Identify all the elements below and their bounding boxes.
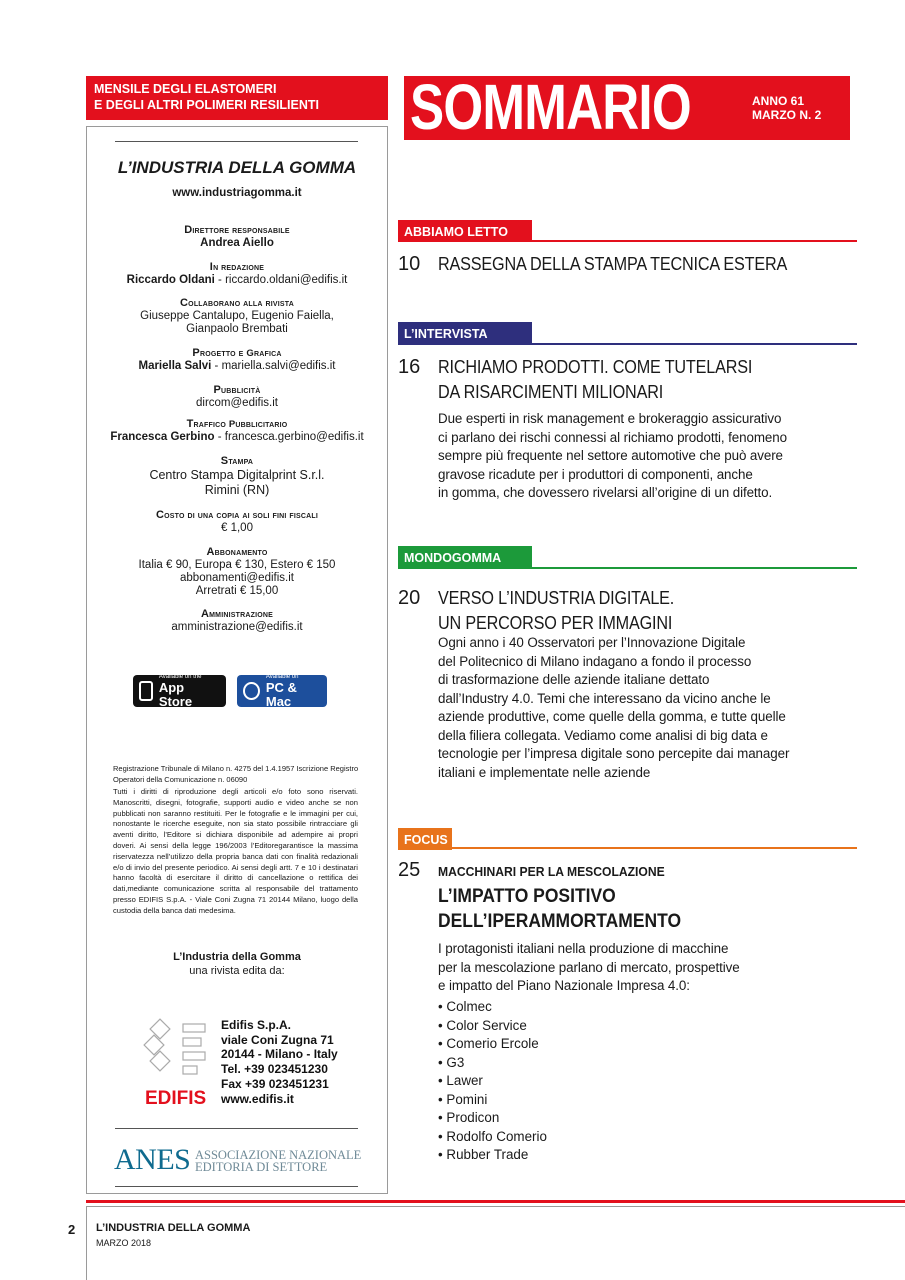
footer-date: MARZO 2018 [96,1238,152,1248]
footer-grey-rule [86,1206,905,1207]
edifis-address-line: Tel. +39 023451230 [221,1062,328,1077]
credit-label: Costo di una copia ai soli fini fiscali [155,509,319,521]
credit-person: Riccardo Oldani [126,274,215,286]
article-summary-line: dall’Industry 4.0. Temi che interessano da vicino anche le [438,690,771,706]
focus-heading-line: L’IMPATTO POSITIVO [438,886,616,907]
article-summary-line: di trasformazione delle aziende italiane dettato [438,672,710,687]
credit-line [86,274,388,287]
article-summary-line: italiani e implementate nelle aziende [438,764,651,780]
company-list [438,998,547,1165]
credit-label: Pubblicità [213,384,261,396]
credit-line: dircom@edifis.it [196,397,278,409]
credit-line: Italia € 90, Europa € 130, Estero € 150 [138,559,336,571]
article-summary-line: gravose ricadute per i produttori di componenti, anche [438,466,753,482]
credit-label: In redazione [209,261,265,273]
section-rule [398,567,857,569]
credit-block [86,455,388,498]
tagline-line-1: MENSILE DEGLI ELASTOMERI [94,82,277,96]
section-label: FOCUS [398,828,452,850]
company-list-item: • Colmec [438,998,547,1017]
article-page-number: 16 [398,356,421,378]
tagline-line-2: E DEGLI ALTRI POLIMERI RESILIENTI [94,98,320,112]
credit-line: Arretrati € 15,00 [195,585,279,597]
edifis-address-line: Fax +39 023451231 [221,1076,329,1091]
section-label: ABBIAMO LETTO [398,220,532,242]
article-heading[interactable]: VERSO L’INDUSTRIA DIGITALE. [438,588,675,608]
focus-kicker: MACCHINARI PER LA MESCOLAZIONE [438,864,665,879]
pc-mac-small-text: Available on [265,673,299,680]
anes-logo: ANES [114,1143,191,1176]
issue-info [752,94,821,122]
credit-label: Stampa [220,455,254,467]
article-summary-line: del Politecnico di Milano indagano a fondo il processo [438,653,752,669]
credit-label: Progetto e Grafica [192,347,282,359]
masthead-url[interactable]: www.industriagomma.it [172,187,302,199]
article-summary-line: I protagonisti italiani nella produzione di macchine [438,941,729,956]
credit-block [86,384,388,410]
edifis-address-line: viale Coni Zugna 71 [221,1032,334,1047]
company-list-item: • G3 [438,1054,547,1073]
article-page-number: 10 [398,253,421,275]
anes-logo-subtitle [195,1149,361,1173]
credit-person: Mariella Salvi [138,360,212,372]
company-list-item: • Lawer [438,1072,547,1091]
credit-line: Andrea Aiello [200,237,274,249]
pc-mac-label: PC & Mac [265,679,297,709]
credit-block [86,546,388,598]
focus-heading-line: DELL’IPERAMMORTAMENTO [438,911,682,932]
credit-email[interactable]: - francesca.gerbino@edifis.it [214,431,364,443]
credit-line [86,360,388,373]
credit-block [86,347,388,373]
footer-magazine-title: L’INDUSTRIA DELLA GOMMA [96,1222,251,1234]
section-rule [398,240,857,242]
anes-bottom-rule [115,1186,358,1187]
masthead-top-rule [115,141,358,142]
publisher-intro-title: L’Industria della Gomma [173,951,301,963]
page-number: 2 [68,1222,76,1237]
article-summary-line: tecnologie per l’impresa digitale sono percepite dai manager [438,746,790,761]
section-rule [398,343,857,345]
section-label: L’INTERVISTA [398,322,532,344]
credit-line: abbonamenti@edifis.it [180,572,294,584]
registration-note: Registrazione Tribunale di Milano n. 4275 del 1.4.1957 Iscrizione Registro Operatori della Comunicazione n. 06090 [113,764,359,784]
edifis-address-line: 20144 - Milano - Italy [221,1047,338,1062]
anes-line-2: EDITORIA DI SETTORE [195,1160,328,1174]
monitor-icon [243,682,260,700]
company-list-item: • Pomini [438,1091,547,1110]
credit-block [86,418,388,444]
credit-block [86,261,388,287]
credit-line: Gianpaolo Brembati [186,323,288,335]
article-summary-line: Due esperti in risk management e brokeraggio assicurativo [438,411,782,426]
credit-label: Collaborano alla rivista [180,297,294,309]
article-heading[interactable]: UN PERCORSO PER IMMAGINI [438,613,673,633]
issue-year: ANNO 61 [752,94,805,108]
section-label: MONDOGOMMA [398,546,532,568]
article-heading[interactable]: RASSEGNA DELLA STAMPA TECNICA ESTERA [438,254,788,274]
publisher-intro [86,950,388,978]
article-page-number: 20 [398,587,421,609]
rights-notice: Tutti i diritti di riproduzione degli articoli e/o foto sono riservati. Manoscritti, disegni, fotografie, supporti audio e video anche se non pubblicati non saranno restituiti. Per le fotografie e le immagini per cui, nonostante le ricerche eseguite, non sia stato possibile rintracciare gli aventi diritto, l’Editore si dichiara disponibile ad adempire ai propri doveri. Ai sensi della legge 196/2003 l’Editoregarantisce la massima riservatezza nell’utilizzo della propria banca dati con finalità redazionali e/o di invio del presente periodico. Ai sensi degli artt. 7 e 10 i destinatari hanno facoltà di esercitare il diritto di cancellazione o rettifica dei dati,mediante comunicazione scritta al responsabile del trattamento presso EDIFIS S.p.A. - Viale Coni Zugna 71 20144 Milano, luogo della custodia della banca dati medesima. [113,787,358,915]
masthead-title: L’INDUSTRIA DELLA GOMMA [117,158,357,177]
credit-email[interactable]: - mariella.salvi@edifis.it [211,360,336,372]
publisher-intro-sub: una rivista edita da: [189,965,285,977]
credit-email[interactable]: - riccardo.oldani@edifis.it [214,274,348,286]
page-title: SOMMARIO [410,71,691,143]
article-summary-line: in gomma, che dovessero rivelarsi all’origine di un difetto. [438,485,773,500]
issue-number: MARZO N. 2 [752,108,822,122]
edifis-address-line: Edifis S.p.A. [221,1018,292,1032]
pc-mac-badge[interactable] [237,675,327,707]
focus-heading[interactable] [438,884,681,934]
article-summary-line: e impatto del Piano Nazionale Impresa 4.0: [438,978,690,993]
article-heading[interactable]: DA RISARCIMENTI MILIONARI [438,382,664,402]
edifis-logo-text: EDIFIS [145,1088,207,1108]
credit-label: Direttore responsabile [184,224,290,236]
app-store-label: App Store [158,679,193,709]
credit-block [86,608,388,634]
magazine-tagline [86,76,388,120]
article-summary-line: della filiera collegata. Vediamo come analisi di big data e [438,727,768,743]
credit-label: Traffico Pubblicitario [186,418,288,430]
anes-top-rule [115,1128,358,1129]
credit-label: Abbonamento [206,546,268,558]
credit-line: Rimini (RN) [204,483,270,497]
company-list-item: • Rubber Trade [438,1146,547,1165]
article-summary-line: aziende produttive, come quelle della gomma, e tutte quelle [438,709,786,724]
company-list-item: • Comerio Ercole [438,1035,547,1054]
edifis-logo [143,1018,215,1108]
company-list-item: • Rodolfo Comerio [438,1128,547,1147]
app-store-small-text: Available on the [158,673,202,680]
section-rule [398,847,857,849]
footer-red-rule [86,1200,905,1203]
credit-person: Francesca Gerbino [110,431,215,443]
credit-line [86,431,388,444]
credit-block [86,297,388,336]
credit-line: amministrazione@edifis.it [171,621,303,633]
company-list-item: • Color Service [438,1017,547,1036]
credit-label: Amministrazione [200,608,273,620]
footer-vertical-rule [86,1206,87,1280]
company-list-item: • Prodicon [438,1109,547,1128]
article-heading[interactable]: RICHIAMO PRODOTTI. COME TUTELARSI [438,357,753,377]
credit-line: Giuseppe Cantalupo, Eugenio Faiella, [140,310,334,322]
edifis-address [221,1018,338,1106]
article-summary-line: ci parlano dei rischi connessi al richiamo prodotti, fenomeno [438,429,787,445]
app-store-badge[interactable] [133,675,226,707]
anes-line-1: ASSOCIAZIONE NAZIONALE [195,1148,362,1162]
credit-line: € 1,00 [221,522,253,534]
article-summary-line: sempre più frequente nel settore automotive che può avere [438,448,783,463]
credit-block [86,509,388,535]
article-page-number: 25 [398,859,421,881]
credit-block [86,224,388,250]
edifis-address-line: www.edifis.it [221,1091,294,1106]
article-summary-line: Ogni anno i 40 Osservatori per l’Innovazione Digitale [438,635,746,650]
phone-icon [139,681,153,701]
credit-line: Centro Stampa Digitalprint S.r.l. [149,468,325,482]
article-summary-line: per la mescolazione parlano di mercato, prospettive [438,959,740,975]
